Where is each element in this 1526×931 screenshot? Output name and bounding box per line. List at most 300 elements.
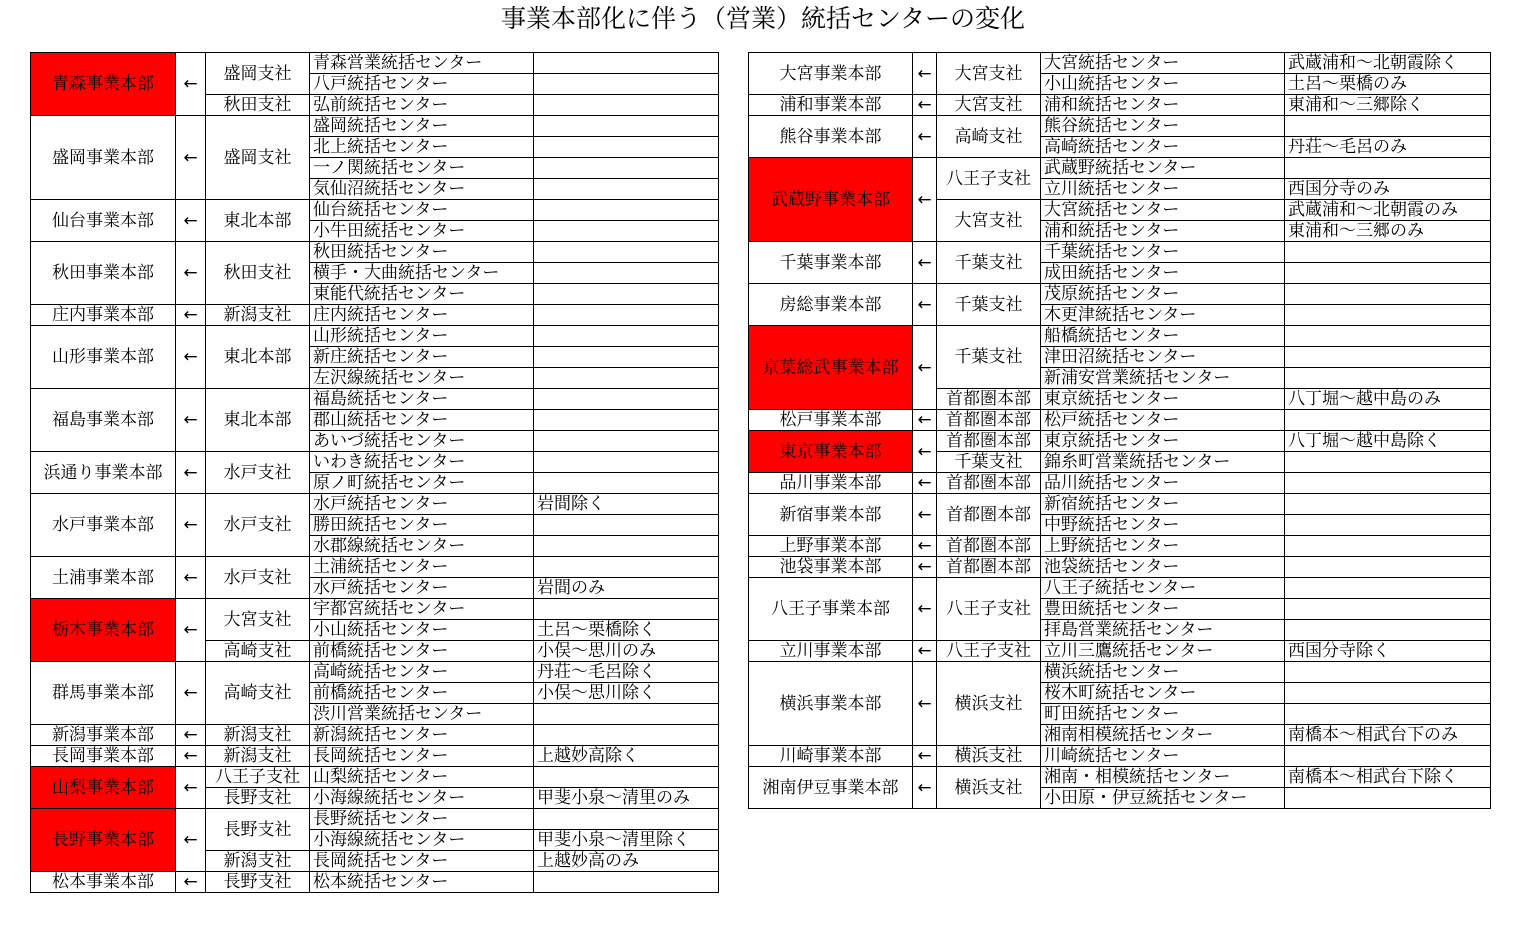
table-row [31, 872, 719, 893]
note-cell [534, 347, 719, 368]
center-cell: 拝島営業統括センター [1041, 620, 1285, 641]
center-cell: 熊谷統括センター [1041, 116, 1285, 137]
note-cell: 西国分寺除く [1285, 641, 1491, 662]
note-cell [534, 263, 719, 284]
arrow-icon: ← [913, 473, 937, 494]
division-cell: 長野事業本部 [31, 809, 176, 872]
table-row [749, 557, 1491, 578]
note-cell [534, 242, 719, 263]
center-cell: 小海線統括センター [310, 788, 534, 809]
branch-cell: 千葉支社 [937, 284, 1041, 326]
note-cell [534, 473, 719, 494]
center-cell: 横手・大曲統括センター [310, 263, 534, 284]
arrow-icon: ← [176, 452, 206, 494]
center-cell: 高崎統括センター [310, 662, 534, 683]
table-row [31, 809, 719, 830]
note-cell [534, 599, 719, 620]
arrow-icon: ← [913, 578, 937, 641]
center-cell: 品川統括センター [1041, 473, 1285, 494]
note-cell [1285, 788, 1491, 809]
division-cell: 群馬事業本部 [31, 662, 176, 725]
center-cell: 大宮統括センター [1041, 53, 1285, 74]
division-cell: 水戸事業本部 [31, 494, 176, 557]
center-cell: 八戸統括センター [310, 74, 534, 95]
note-cell [534, 368, 719, 389]
division-cell: 川崎事業本部 [749, 746, 913, 767]
note-cell: 上越妙高除く [534, 746, 719, 767]
table-row [31, 725, 719, 746]
division-cell: 八王子事業本部 [749, 578, 913, 641]
center-cell: 松戸統括センター [1041, 410, 1285, 431]
arrow-icon: ← [913, 326, 937, 410]
note-cell [1285, 683, 1491, 704]
arrow-icon: ← [176, 116, 206, 200]
center-cell: 前橋統括センター [310, 683, 534, 704]
note-cell: 甲斐小泉～清里のみ [534, 788, 719, 809]
table-row [31, 767, 719, 788]
table-row [31, 599, 719, 620]
note-cell [1285, 452, 1491, 473]
branch-cell: 水戸支社 [206, 452, 310, 494]
note-cell: 南橋本～相武台下除く [1285, 767, 1491, 788]
branch-cell: 大宮支社 [937, 95, 1041, 116]
branch-cell: 首都圏本部 [937, 473, 1041, 494]
table-row [31, 242, 719, 263]
division-cell: 新宿事業本部 [749, 494, 913, 536]
table-row [31, 200, 719, 221]
note-cell [534, 704, 719, 725]
center-cell: 千葉統括センター [1041, 242, 1285, 263]
center-cell: 成田統括センター [1041, 263, 1285, 284]
center-cell: 東能代統括センター [310, 284, 534, 305]
center-cell: 渋川営業統括センター [310, 704, 534, 725]
table-row [749, 662, 1491, 683]
note-cell [1285, 494, 1491, 515]
note-cell: 小俣～思川除く [534, 683, 719, 704]
branch-cell: 千葉支社 [937, 242, 1041, 284]
division-cell: 栃木事業本部 [31, 599, 176, 662]
branch-cell: 横浜支社 [937, 746, 1041, 767]
branch-cell: 水戸支社 [206, 557, 310, 599]
table-row [31, 326, 719, 347]
arrow-icon: ← [913, 53, 937, 95]
note-cell [534, 284, 719, 305]
branch-cell: 盛岡支社 [206, 53, 310, 95]
center-cell: 福島統括センター [310, 389, 534, 410]
note-cell: 南橋本～相武台下のみ [1285, 725, 1491, 746]
branch-cell: 大宮支社 [937, 200, 1041, 242]
note-cell [1285, 326, 1491, 347]
branch-cell: 首都圏本部 [937, 410, 1041, 431]
arrow-icon: ← [176, 389, 206, 452]
branch-cell: 新潟支社 [206, 725, 310, 746]
center-cell: 秋田統括センター [310, 242, 534, 263]
branch-cell: 八王子支社 [937, 158, 1041, 200]
division-cell: 松戸事業本部 [749, 410, 913, 431]
note-cell [1285, 284, 1491, 305]
table-row [749, 53, 1491, 74]
note-cell: 甲斐小泉～清里除く [534, 830, 719, 851]
center-cell: 上野統括センター [1041, 536, 1285, 557]
branch-cell: 高崎支社 [206, 641, 310, 662]
note-cell [1285, 158, 1491, 179]
note-cell [534, 74, 719, 95]
arrow-icon: ← [176, 326, 206, 389]
center-cell: 北上統括センター [310, 137, 534, 158]
arrow-icon: ← [176, 746, 206, 767]
center-cell: 長岡統括センター [310, 746, 534, 767]
center-cell: 中野統括センター [1041, 515, 1285, 536]
center-cell: 新庄統括センター [310, 347, 534, 368]
center-cell: 新潟統括センター [310, 725, 534, 746]
branch-cell: 千葉支社 [937, 452, 1041, 473]
center-cell: 町田統括センター [1041, 704, 1285, 725]
center-cell: 仙台統括センター [310, 200, 534, 221]
division-cell: 横浜事業本部 [749, 662, 913, 746]
note-cell: 東浦和～三郷のみ [1285, 221, 1491, 242]
center-cell: 小田原・伊豆統括センター [1041, 788, 1285, 809]
note-cell [1285, 473, 1491, 494]
note-cell: 土呂～栗橋のみ [1285, 74, 1491, 95]
table-row [749, 494, 1491, 515]
division-cell: 大宮事業本部 [749, 53, 913, 95]
center-cell: 長野統括センター [310, 809, 534, 830]
arrow-icon: ← [913, 431, 937, 473]
table-row [749, 431, 1491, 452]
arrow-icon: ← [176, 599, 206, 662]
center-cell: 立川三鷹統括センター [1041, 641, 1285, 662]
note-cell: 上越妙高のみ [534, 851, 719, 872]
arrow-icon: ← [176, 872, 206, 893]
center-cell: 庄内統括センター [310, 305, 534, 326]
table-row [749, 578, 1491, 599]
division-cell: 仙台事業本部 [31, 200, 176, 242]
center-cell: 盛岡統括センター [310, 116, 534, 137]
arrow-icon: ← [913, 158, 937, 242]
table-row [31, 452, 719, 473]
center-cell: 桜木町統括センター [1041, 683, 1285, 704]
division-cell: 池袋事業本部 [749, 557, 913, 578]
branch-cell: 八王子支社 [937, 641, 1041, 662]
center-cell: 錦糸町営業統括センター [1041, 452, 1285, 473]
note-cell: 土呂～栗橋除く [534, 620, 719, 641]
arrow-icon: ← [176, 767, 206, 809]
branch-cell: 八王子支社 [937, 578, 1041, 641]
center-cell: 勝田統括センター [310, 515, 534, 536]
table-row [31, 116, 719, 137]
branch-cell: 長野支社 [206, 788, 310, 809]
note-cell [534, 536, 719, 557]
note-cell: 岩間のみ [534, 578, 719, 599]
note-cell [534, 326, 719, 347]
branch-cell: 首都圏本部 [937, 494, 1041, 536]
arrow-icon: ← [913, 410, 937, 431]
center-cell: 八王子統括センター [1041, 578, 1285, 599]
branch-cell: 盛岡支社 [206, 116, 310, 200]
center-cell: 小山統括センター [1041, 74, 1285, 95]
arrow-icon: ← [176, 53, 206, 116]
arrow-icon: ← [913, 242, 937, 284]
table-row [749, 242, 1491, 263]
branch-cell: 首都圏本部 [937, 557, 1041, 578]
arrow-icon: ← [913, 116, 937, 158]
branch-cell: 首都圏本部 [937, 389, 1041, 410]
note-cell [1285, 557, 1491, 578]
note-cell: 丹荘～毛呂のみ [1285, 137, 1491, 158]
note-cell [1285, 746, 1491, 767]
branch-cell: 新潟支社 [206, 305, 310, 326]
division-cell: 立川事業本部 [749, 641, 913, 662]
center-cell: 水戸統括センター [310, 494, 534, 515]
division-cell: 上野事業本部 [749, 536, 913, 557]
note-cell: 岩間除く [534, 494, 719, 515]
table-row [31, 662, 719, 683]
division-cell: 青森事業本部 [31, 53, 176, 116]
table-row [749, 641, 1491, 662]
center-cell: 土浦統括センター [310, 557, 534, 578]
center-cell: 浦和統括センター [1041, 95, 1285, 116]
branch-cell: 東北本部 [206, 389, 310, 452]
note-cell [534, 200, 719, 221]
center-cell: あいづ統括センター [310, 431, 534, 452]
note-cell [534, 95, 719, 116]
note-cell: 西国分寺のみ [1285, 179, 1491, 200]
arrow-icon: ← [913, 536, 937, 557]
branch-cell: 水戸支社 [206, 494, 310, 557]
division-cell: 山梨事業本部 [31, 767, 176, 809]
division-cell: 盛岡事業本部 [31, 116, 176, 200]
note-cell [534, 158, 719, 179]
note-cell [534, 179, 719, 200]
center-cell: 大宮統括センター [1041, 200, 1285, 221]
arrow-icon: ← [176, 725, 206, 746]
center-cell: 水戸統括センター [310, 578, 534, 599]
table-row [31, 557, 719, 578]
division-cell: 品川事業本部 [749, 473, 913, 494]
table-row [749, 326, 1491, 347]
note-cell [534, 389, 719, 410]
center-cell: 気仙沼統括センター [310, 179, 534, 200]
branch-cell: 高崎支社 [937, 116, 1041, 158]
note-cell [534, 221, 719, 242]
division-cell: 武蔵野事業本部 [749, 158, 913, 242]
note-cell [1285, 305, 1491, 326]
branch-cell: 秋田支社 [206, 95, 310, 116]
division-cell: 千葉事業本部 [749, 242, 913, 284]
note-cell [534, 137, 719, 158]
division-cell: 土浦事業本部 [31, 557, 176, 599]
division-cell: 浜通り事業本部 [31, 452, 176, 494]
center-cell: 小海線統括センター [310, 830, 534, 851]
note-cell [1285, 347, 1491, 368]
center-cell: 船橋統括センター [1041, 326, 1285, 347]
note-cell: 八丁堀～越中島除く [1285, 431, 1491, 452]
center-cell: 前橋統括センター [310, 641, 534, 662]
note-cell [1285, 620, 1491, 641]
division-cell: 東京事業本部 [749, 431, 913, 473]
division-cell: 秋田事業本部 [31, 242, 176, 305]
division-cell: 浦和事業本部 [749, 95, 913, 116]
center-cell: 松本統括センター [310, 872, 534, 893]
center-cell: 一ノ関統括センター [310, 158, 534, 179]
division-cell: 房総事業本部 [749, 284, 913, 326]
branch-cell: 首都圏本部 [937, 431, 1041, 452]
note-cell [1285, 410, 1491, 431]
table-row [749, 284, 1491, 305]
arrow-icon: ← [176, 662, 206, 725]
table-row [749, 536, 1491, 557]
note-cell [1285, 662, 1491, 683]
left-table [30, 52, 719, 893]
table-row [31, 746, 719, 767]
note-cell [534, 557, 719, 578]
division-cell: 新潟事業本部 [31, 725, 176, 746]
center-cell: 新浦安営業統括センター [1041, 368, 1285, 389]
table-row [31, 494, 719, 515]
page-title: 事業本部化に伴う（営業）統括センターの変化 [500, 4, 1025, 33]
right-table [748, 52, 1491, 809]
center-cell: 新宿統括センター [1041, 494, 1285, 515]
branch-cell: 千葉支社 [937, 326, 1041, 389]
center-cell: 青森営業統括センター [310, 53, 534, 74]
note-cell [1285, 515, 1491, 536]
table-row [749, 410, 1491, 431]
arrow-icon: ← [176, 200, 206, 242]
division-cell: 山形事業本部 [31, 326, 176, 389]
center-cell: 郡山統括センター [310, 410, 534, 431]
branch-cell: 東北本部 [206, 326, 310, 389]
center-cell: 高崎統括センター [1041, 137, 1285, 158]
branch-cell: 長野支社 [206, 872, 310, 893]
division-cell: 福島事業本部 [31, 389, 176, 452]
note-cell [534, 452, 719, 473]
note-cell [1285, 578, 1491, 599]
center-cell: 立川統括センター [1041, 179, 1285, 200]
note-cell [534, 872, 719, 893]
branch-cell: 長野支社 [206, 809, 310, 851]
branch-cell: 横浜支社 [937, 767, 1041, 809]
center-cell: 山梨統括センター [310, 767, 534, 788]
center-cell: 東京統括センター [1041, 389, 1285, 410]
center-cell: 宇都宮統括センター [310, 599, 534, 620]
branch-cell: 秋田支社 [206, 242, 310, 305]
table-row [749, 95, 1491, 116]
branch-cell: 八王子支社 [206, 767, 310, 788]
table-row [749, 767, 1491, 788]
note-cell [534, 767, 719, 788]
arrow-icon: ← [913, 284, 937, 326]
branch-cell: 大宮支社 [937, 53, 1041, 95]
arrow-icon: ← [176, 494, 206, 557]
arrow-icon: ← [913, 641, 937, 662]
arrow-icon: ← [913, 95, 937, 116]
division-cell: 湘南伊豆事業本部 [749, 767, 913, 809]
branch-cell: 新潟支社 [206, 746, 310, 767]
division-cell: 長岡事業本部 [31, 746, 176, 767]
arrow-icon: ← [176, 557, 206, 599]
center-cell: 武蔵野統括センター [1041, 158, 1285, 179]
branch-cell: 首都圏本部 [937, 536, 1041, 557]
center-cell: 水郡線統括センター [310, 536, 534, 557]
arrow-icon: ← [913, 557, 937, 578]
note-cell [534, 305, 719, 326]
center-cell: 浦和統括センター [1041, 221, 1285, 242]
branch-cell: 高崎支社 [206, 662, 310, 725]
table-row [31, 53, 719, 74]
arrow-icon: ← [913, 767, 937, 809]
branch-cell: 大宮支社 [206, 599, 310, 641]
table-row [749, 158, 1491, 179]
note-cell [534, 515, 719, 536]
center-cell: 豊田統括センター [1041, 599, 1285, 620]
note-cell [1285, 704, 1491, 725]
note-cell [1285, 263, 1491, 284]
note-cell [534, 116, 719, 137]
arrow-icon: ← [913, 662, 937, 746]
note-cell [534, 431, 719, 452]
branch-cell: 横浜支社 [937, 662, 1041, 746]
note-cell: 小俣～思川のみ [534, 641, 719, 662]
table-row [749, 116, 1491, 137]
center-cell: 湘南・相模統括センター [1041, 767, 1285, 788]
table-row [31, 389, 719, 410]
division-cell: 熊谷事業本部 [749, 116, 913, 158]
arrow-icon: ← [176, 305, 206, 326]
center-cell: 弘前統括センター [310, 95, 534, 116]
note-cell: 東浦和～三郷除く [1285, 95, 1491, 116]
division-cell: 松本事業本部 [31, 872, 176, 893]
center-cell: 山形統括センター [310, 326, 534, 347]
arrow-icon: ← [913, 494, 937, 536]
note-cell [1285, 116, 1491, 137]
center-cell: 小牛田統括センター [310, 221, 534, 242]
branch-cell: 東北本部 [206, 200, 310, 242]
center-cell: 津田沼統括センター [1041, 347, 1285, 368]
arrow-icon: ← [913, 746, 937, 767]
note-cell: 丹荘～毛呂除く [534, 662, 719, 683]
branch-cell: 新潟支社 [206, 851, 310, 872]
arrow-icon: ← [176, 242, 206, 305]
center-cell: 木更津統括センター [1041, 305, 1285, 326]
division-cell: 庄内事業本部 [31, 305, 176, 326]
center-cell: 池袋統括センター [1041, 557, 1285, 578]
note-cell [534, 809, 719, 830]
note-cell: 武蔵浦和～北朝霞除く [1285, 53, 1491, 74]
center-cell: 横浜統括センター [1041, 662, 1285, 683]
note-cell [1285, 536, 1491, 557]
division-cell: 京葉総武事業本部 [749, 326, 913, 410]
center-cell: 左沢線統括センター [310, 368, 534, 389]
note-cell: 武蔵浦和～北朝霞のみ [1285, 200, 1491, 221]
note-cell [1285, 368, 1491, 389]
note-cell [534, 53, 719, 74]
center-cell: 原ノ町統括センター [310, 473, 534, 494]
note-cell [1285, 242, 1491, 263]
center-cell: 長岡統括センター [310, 851, 534, 872]
arrow-icon: ← [176, 809, 206, 872]
center-cell: 小山統括センター [310, 620, 534, 641]
center-cell: いわき統括センター [310, 452, 534, 473]
table-row [31, 305, 719, 326]
center-cell: 東京統括センター [1041, 431, 1285, 452]
note-cell: 八丁堀～越中島のみ [1285, 389, 1491, 410]
center-cell: 茂原統括センター [1041, 284, 1285, 305]
note-cell [1285, 599, 1491, 620]
table-row [749, 746, 1491, 767]
note-cell [534, 410, 719, 431]
table-row [749, 473, 1491, 494]
note-cell [534, 725, 719, 746]
